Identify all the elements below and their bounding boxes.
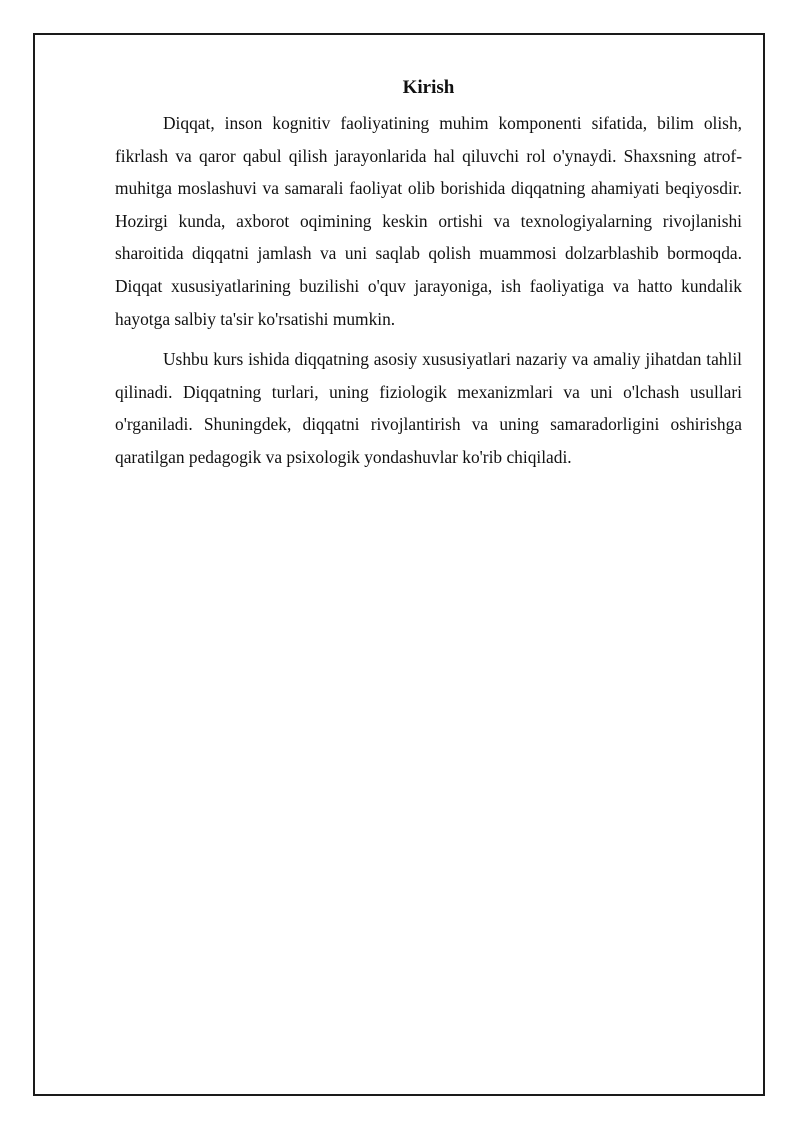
document-body (115, 75, 742, 482)
intro-paragraph-1: Diqqat, inson kognitiv faoliyatining muhim komponenti sifatida, bilim olish, fikrlash va qaror qabul qilish jarayonlarida hal qiluvchi rol o'ynaydi. Shaxsning atrof-muhitga moslashuvi va samarali faoliyat olib borishida diqqatning ahamiyati beqiyosdir. Hozirgi kunda, axborot oqimining keskin ortishi va texnologiyalarning rivojlanishi sharoitida diqqatni jamlash va uni saqlab qolish muammosi dolzarblashib bormoqda. Diqqat xususiyatlarining buzilishi o'quv jarayoniga, ish faoliyatiga va hatto kundalik hayotga salbiy ta'sir ko'rsatishi mumkin. (115, 113, 742, 329)
intro-paragraph-2: Ushbu kurs ishida diqqatning asosiy xususiyatlari nazariy va amaliy jihatdan tahlil qilinadi. Diqqatning turlari, uning fiziologik mexanizmlari va uni o'lchash usullari o'rganiladi. Shuningdek, diqqatni rivojlantirish va uning samaradorligini oshirishga qaratilgan pedagogik va psixologik yondashuvlar ko'rib chiqiladi. (115, 349, 742, 467)
section-title: Kirish (402, 77, 455, 98)
